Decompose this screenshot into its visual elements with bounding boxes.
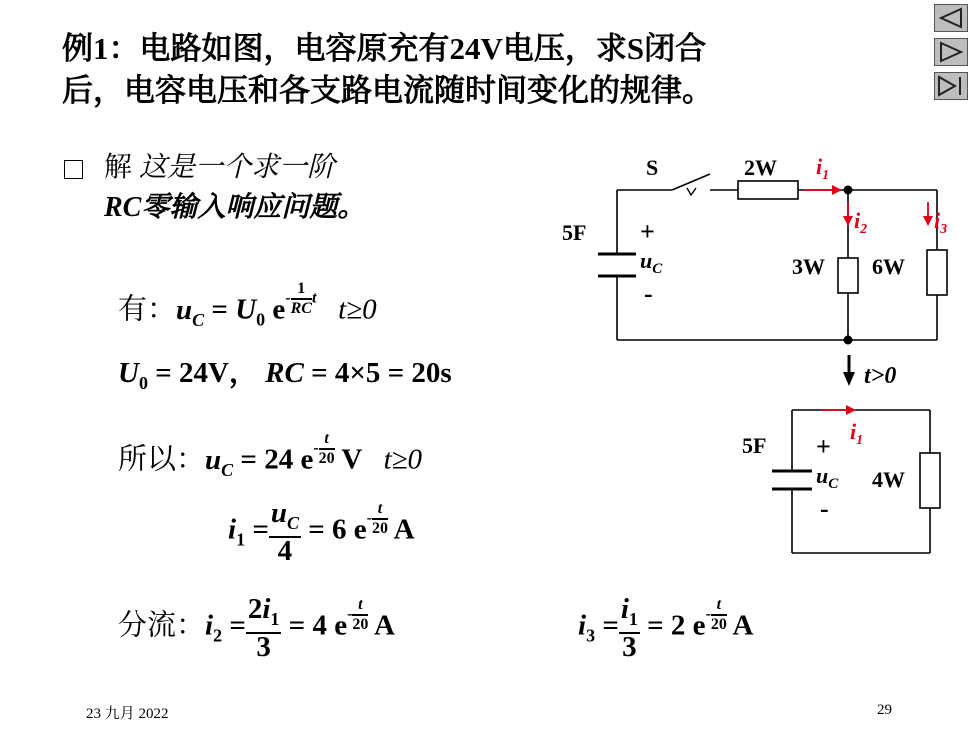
last-slide-button[interactable] bbox=[934, 72, 968, 100]
prev-slide-button[interactable] bbox=[934, 4, 968, 32]
eq3-condition: t≥0 bbox=[383, 443, 423, 476]
eq5-prefix: 分流： bbox=[118, 609, 206, 642]
equation-3: 所以：$u_C = 24$ e- $\frac{t}{20}$ V t≥0 bbox=[118, 430, 423, 480]
resistor-2ohm-label: 2W bbox=[744, 155, 777, 180]
uc-label-2: $u_C$ bbox=[816, 463, 839, 492]
circuit-diagram-1 bbox=[560, 150, 970, 400]
current-i2-label: $i_2$ bbox=[854, 208, 868, 237]
switch-label: S bbox=[646, 155, 659, 180]
transition-label: t>0 bbox=[864, 363, 897, 389]
prev-icon bbox=[935, 5, 967, 31]
problem-line-2: 后，电容电压和各支路电流随时间变化的规律。 bbox=[62, 73, 713, 108]
solution-line-1: 这是一个求一阶 bbox=[139, 152, 336, 183]
current-i1-label-2: $i_1$ bbox=[850, 419, 864, 448]
page-number: 29 bbox=[877, 702, 892, 718]
circuit-diagram-2 bbox=[740, 395, 960, 565]
minus-sign: - bbox=[644, 279, 653, 308]
resistor-3ohm-label: 3W bbox=[792, 254, 825, 279]
eq1-condition: t≥0 bbox=[338, 293, 377, 326]
equation-1: 有：$u_C = U_0$ e- $\frac{1}{RC}$ t t≥0 bbox=[118, 280, 377, 330]
equation-2: $U_0 = 24V$， RC = 4×5 = 20s bbox=[118, 357, 452, 393]
bullet-box bbox=[64, 160, 83, 179]
solution-line-2: RC零输入响应问题。 bbox=[104, 192, 366, 223]
eq1-prefix: 有： bbox=[118, 293, 177, 326]
equation-6: $i_3$ = $\frac{i_1}{3}$ = 2 e- $\frac{t}{20}$ A bbox=[578, 593, 754, 664]
resistor-6ohm-label: 6W bbox=[872, 254, 905, 279]
footer-date: 23 九月 2022 bbox=[86, 706, 169, 722]
capacitor-label: 5F bbox=[562, 220, 587, 245]
solution-label: 解 bbox=[104, 152, 133, 183]
solution-intro bbox=[104, 148, 365, 228]
plus-sign: + bbox=[640, 217, 655, 246]
resistor-4ohm-label: 4W bbox=[872, 467, 905, 492]
equation-5: 分流：$i_2$ = $\frac{2i_1}{3}$ = 4 e- $\frac{t}{20}$ A bbox=[118, 593, 395, 664]
equation-4: $i_1$ = $\frac{u_C}{4}$ = 6 e- $\frac{t}{20}$ A bbox=[228, 497, 415, 568]
eq3-prefix: 所以： bbox=[118, 443, 206, 476]
minus-sign-2: - bbox=[820, 494, 829, 523]
next-icon bbox=[935, 39, 967, 65]
current-i3-label: $i_3$ bbox=[934, 208, 948, 237]
end-icon bbox=[935, 73, 967, 99]
problem-line-1: 例1：电路如图，电容原充有24V电压，求S闭合 bbox=[62, 31, 707, 66]
capacitor-label-2: 5F bbox=[742, 433, 767, 458]
uc-label: $u_C$ bbox=[640, 248, 663, 277]
plus-sign-2: + bbox=[816, 432, 831, 461]
current-i1-label: $i_1$ bbox=[816, 154, 830, 183]
next-slide-button[interactable] bbox=[934, 38, 968, 66]
problem-statement bbox=[62, 28, 713, 112]
